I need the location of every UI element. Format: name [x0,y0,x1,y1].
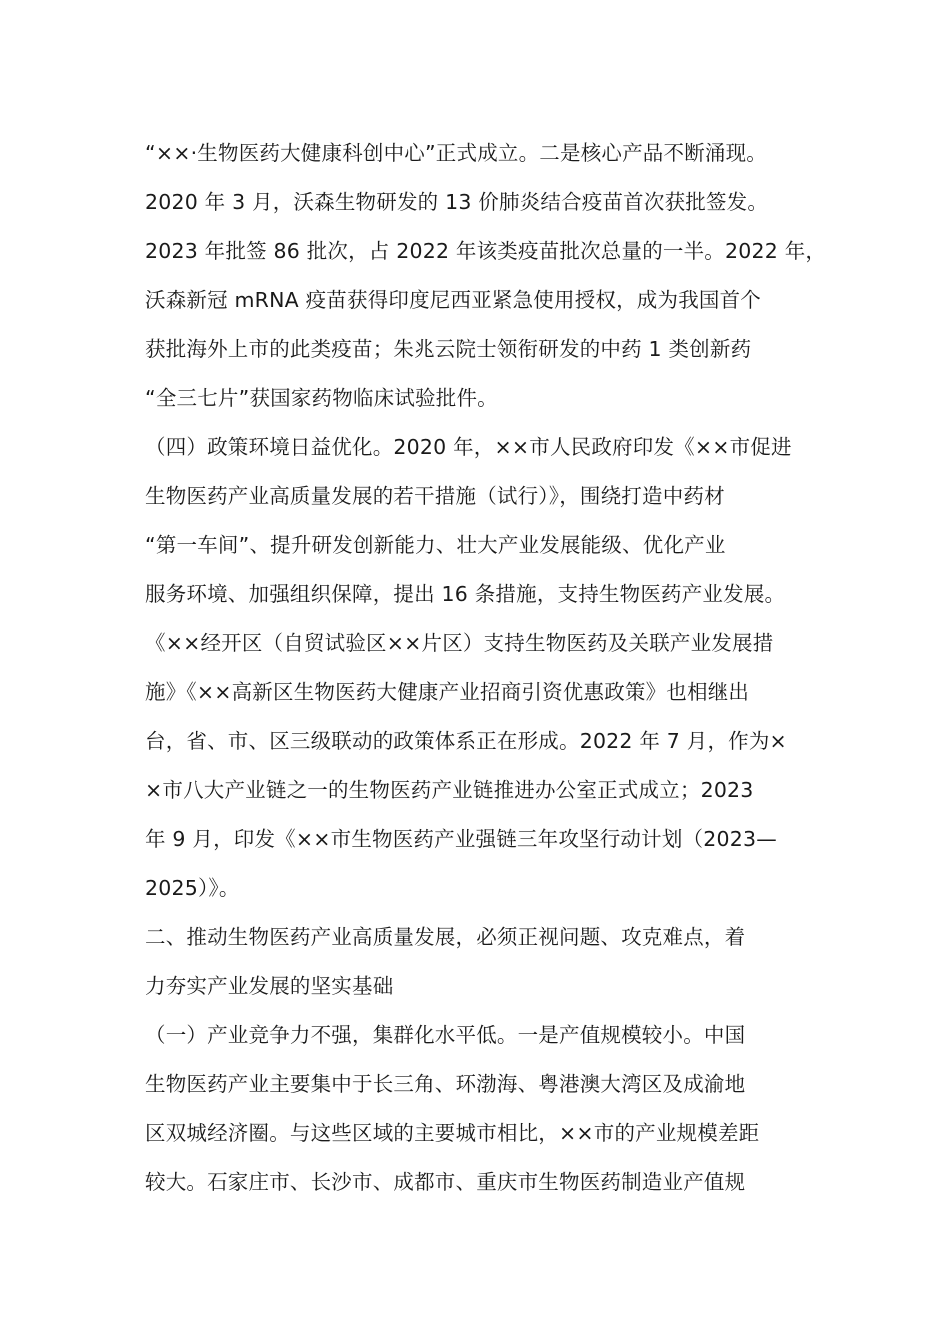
text-line: 沃森新冠 mRNA 疫苗获得印度尼西亚紧急使用授权，成为我国首个 [145,288,762,312]
text-line: 生物医药产业高质量发展的若干措施（试行）》，围绕打造中药材 [145,484,725,508]
text-line: 区双城经济圈。与这些区域的主要城市相比，××市的产业规模差距 [145,1121,760,1145]
text-line: 二、推动生物医药产业高质量发展，必须正视问题、攻克难点，着 [145,925,746,949]
text-line: 力夯实产业发展的坚实基础 [145,974,394,998]
text-line: 施》《××高新区生物医药大健康产业招商引资优惠政策》也相继出 [145,680,750,704]
text-line: 2020 年 3 月，沃森生物研发的 13 价肺炎结合疫苗首次获批签发。 [145,190,769,214]
text-line: 2023 年批签 86 批次，占 2022 年该类疫苗批次总量的一半。2022 年， [145,239,827,263]
text-line: 台，省、市、区三级联动的政策体系正在形成。2022 年 7 月，作为× [145,729,787,753]
text-line: 2025）》。 [145,876,240,900]
text-line: 生物医药产业主要集中于长三角、环渤海、粤港澳大湾区及成渝地 [145,1072,746,1096]
text-line: 获批海外上市的此类疫苗；朱兆云院士领衔研发的中药 1 类创新药 [145,337,752,361]
text-line: （一）产业竞争力不强，集群化水平低。一是产值规模较小。中国 [145,1023,746,1047]
text-line: “全三七片”获国家药物临床试验批件。 [145,386,498,410]
text-line: 服务环境、加强组织保障，提出 16 条措施，支持生物医药产业发展。 [145,582,786,606]
text-line: ×市八大产业链之一的生物医药产业链推进办公室正式成立；2023 [145,778,754,802]
text-line: 较大。石家庄市、长沙市、成都市、重庆市生物医药制造业产值规 [145,1170,746,1194]
text-line: （四）政策环境日益优化。2020 年，××市人民政府印发《××市促进 [145,435,792,459]
text-line: “××·生物医药大健康科创中心”正式成立。二是核心产品不断涌现。 [145,141,768,165]
text-line: “第一车间”、提升研发创新能力、壮大产业发展能级、优化产业 [145,533,726,557]
text-line: 《××经开区（自贸试验区××片区）支持生物医药及关联产业发展措 [145,631,774,655]
text-line: 年 9 月，印发《××市生物医药产业强链三年攻坚行动计划（2023— [145,827,777,851]
